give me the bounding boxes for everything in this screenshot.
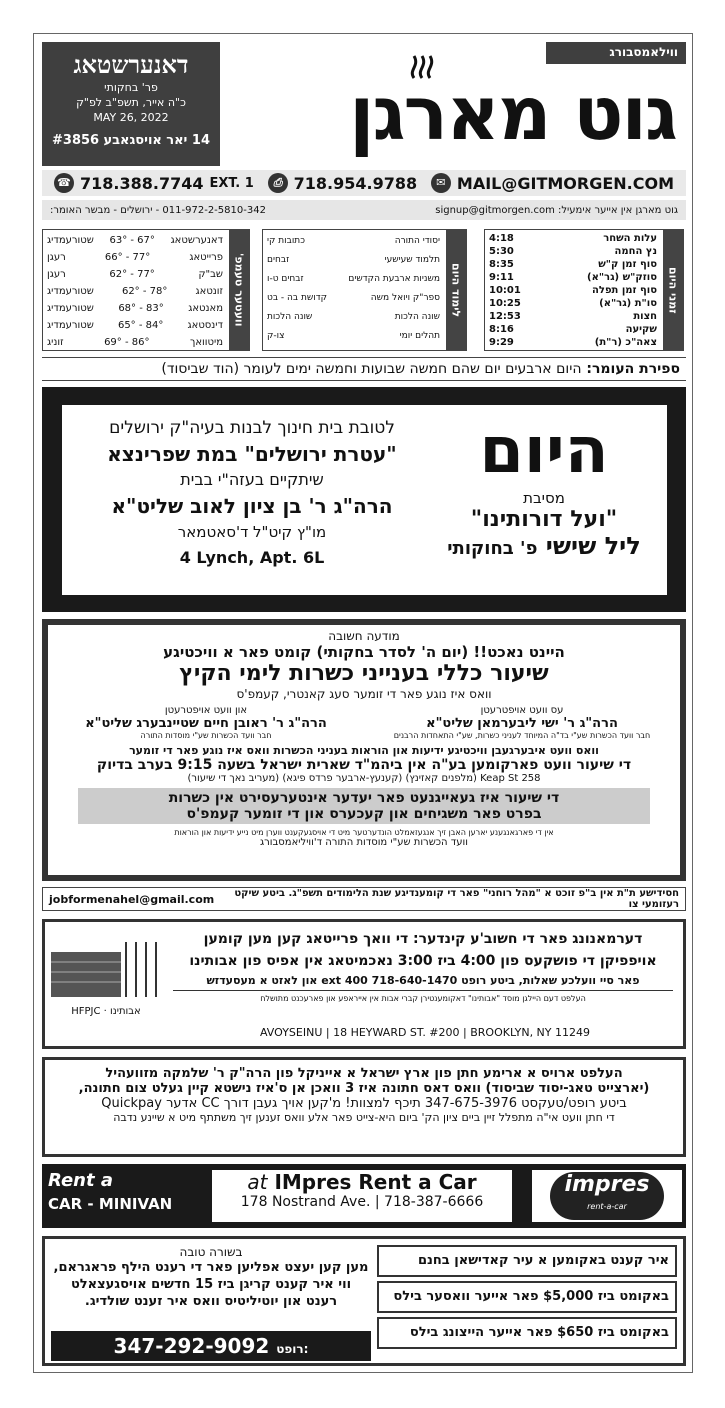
fax-icon: ⎙ [268, 173, 288, 193]
cell: שטורעמדיג [47, 303, 94, 314]
kashrus-shiur-ad [42, 619, 686, 881]
cell: 10:25 [489, 298, 521, 309]
benefit-heating: באקומט ביז $650 פאר אייער הייצונג בילס [377, 1317, 677, 1349]
cell: זבחים [267, 255, 290, 265]
avoyseinu-logo-text: HFPJC · אבותינו [71, 1006, 141, 1017]
chasan-fund-ad [42, 1057, 686, 1157]
weather-row [43, 317, 227, 334]
speakers [48, 705, 680, 740]
shiur-audience-box [78, 788, 650, 824]
benefit-line: לטובת בית חינוך לבנות בעיה"ק ירושלים [109, 418, 395, 438]
call-bar[interactable] [51, 1331, 371, 1361]
cell: שונה הלכות [394, 312, 440, 322]
cell: שב"ק [198, 269, 223, 280]
cell: 63° - 67° [109, 235, 155, 246]
weather-box [42, 229, 250, 351]
weather-row [43, 283, 227, 300]
cell: מאנטאג [188, 303, 223, 314]
cell: 68° - 83° [118, 303, 164, 314]
cell: 65° - 84° [117, 320, 164, 331]
zmanim-row [485, 258, 661, 271]
job-email[interactable]: jobformenahel@gmail.com [49, 892, 215, 906]
issue-label: אויסגאבע [103, 133, 162, 148]
cell: ספר"ק ויואל משה [370, 293, 440, 303]
cell: 5:30 [489, 246, 514, 257]
parsha: פר' בחקותי [104, 81, 158, 94]
avoyseinu-address: AVOYSEINU | 18 HEYWARD ST. #200 | BROOKLYN, NY 11249 [259, 1026, 590, 1039]
newspaper-title: גוט מארגן [349, 71, 676, 157]
phone-icon: ☎ [54, 173, 74, 193]
email-icon: ✉ [431, 173, 451, 193]
speaker-2: און וועט אויפטרעטן הרה"ג ר' ראובן חיים שטיינבערג שליט"א חבר וועד הכשרות שע"י מוסדות התורה [85, 705, 327, 740]
today-title: היום [479, 414, 609, 488]
audience-line-1: די שיעור איז געאייגנעט פאר יעדער אינטערעסירט אין כשרות [168, 790, 560, 806]
cell: 9:29 [489, 337, 514, 348]
zmanim-row [485, 284, 661, 297]
school-name: "עטרת ירושלים" במת שפרינצא [107, 442, 397, 466]
audience-line-2: בפרט פאר משגיחים און קעכערס און די זומער קעמפ'ס [186, 806, 542, 822]
fund-line-4: די חתן וועט אי"ה מתפלל זיין ביים ציון הק' ביום היא-צייט פאר אלע וואס זענען זיך משתתף מיט א שיינע נדבה [113, 1111, 615, 1124]
zmanim-row [485, 310, 661, 323]
cell: זונטאג [195, 286, 223, 297]
zmanim-row [485, 323, 661, 336]
contact-bar [42, 170, 686, 196]
notice-head: מודעה חשובה [328, 629, 400, 643]
fund-line-1: העלפט ארויס א ארימע חתן פון ארץ ישראל א אייניקל פון הרה"ק ר' שלמקה מזוועהיל [105, 1066, 623, 1081]
cell: שטורעמדיג [47, 286, 94, 297]
iyar-label: 14 יאר [166, 133, 210, 148]
hebrew-date: כ"ה אייר, תשפ"ב לפ"ק [76, 96, 186, 109]
shiur-sponsor: וועד הכשרות שע"י מוסדות התורה ד'וויליאמסבורג [260, 837, 468, 848]
host-title: מו"ץ קיט"ל ד'סאטמאר [177, 523, 327, 541]
cell: סוף זמן ק"ש [598, 259, 657, 270]
avoyseinu-ad [42, 919, 686, 1049]
job-ad-strip [42, 887, 686, 911]
english-date: MAY 26, 2022 [93, 111, 169, 124]
job-text: חסידישע ת"ת אין ב"פ זוכט א "מהל רוחני" פאר די קומענדיגע שנת הלימודים תשפ"ג. ביטע שיקט רעזומעי צו [234, 888, 679, 910]
event-ad [42, 387, 686, 612]
cell: סוזק"ש (גר"א) [587, 272, 657, 283]
cell: סו"ת (גר"א) [599, 298, 657, 309]
event-ad-inner [62, 405, 667, 595]
cell: חצות [633, 311, 657, 322]
call-label: רופט: [276, 1342, 309, 1356]
fund-line-2: (יארצייט טאג-יסוד שביסוד) וואס דאס חתונה איז 3 וואכן אן ס'איז נישטא קיין געלט צום חתונה, [78, 1081, 650, 1096]
avoyseinu-text: דערמאנונג פאר די חשוב'ע קינדער: די וואך פרייטאג קען מען קומען אויפפיקן די פושקעס פון 4:00 ביז 3:00 נאכמיטאג אין אפיס פון אבותינו פאר סיי וועלכע שאלות, ביטע רופט 718-640-1470 ext 400 און לאזט א מעסעדזש העלפט דעם היילגן מוסד "אבותינו" דאקומענטירן קברי אבות אין אייראפע און פארעכנט מתושלח [173, 928, 673, 1007]
cell: שקיעה [625, 324, 657, 335]
cell: מיטוואך [189, 337, 223, 348]
shiur-time: די שיעור וועט פארקומען בע"ה אין ביהמ"ד שארית ישראל בשעה 9:15 בערב בדיוק [96, 757, 632, 773]
cell: שטורעמדיג [47, 235, 94, 246]
sefira-label: ספירת העומר: [586, 361, 680, 377]
shiur-note: אין די פארגאנגענע יארען האבן זיך אנגעזאמלט הונדערטער מיט די אויסגעקענט ווערן מיט נייע ידיעות און הוראות [174, 828, 554, 837]
fund-line-3: ביטע רופט/טעקסט 347-675-3976 תיכף למצוות! מ'קען אויך געבן דורך CC אדער Quickpay [101, 1096, 627, 1111]
weather-row [43, 266, 227, 283]
cell: דאנערשטאג [170, 235, 223, 246]
shiur-subtitle: וואס איז נוגע פאר די זומער סעג קאנטרי, קעמפ'ס [236, 687, 492, 701]
impres-details: at IMpres Rent a Car 178 Nostrand Ave. | 718-387-6666 [212, 1170, 512, 1222]
cell: צאה"כ (ר"ת) [594, 337, 657, 348]
cell: 9:11 [489, 272, 514, 283]
rent-a-car-label: Rent a CAR - MINIVAN [48, 1170, 173, 1213]
cell: שטורעמדיג [47, 320, 94, 331]
sefira-line [42, 357, 686, 381]
rent-help-phone[interactable]: 347-292-9092 [113, 1334, 270, 1358]
limud-label: לימוד היום [446, 230, 466, 350]
zmanim-row [485, 336, 661, 349]
cell: תלמוד שעישעי [384, 255, 440, 265]
cell: 8:35 [489, 259, 514, 270]
fax-contact[interactable]: ⎙ 718.954.9788 [268, 173, 417, 193]
shiur-intro: היינט נאכט!! (יום ה' לסדר בחקותי) קומט פאר א וויכטיגע [163, 643, 565, 661]
cell: משניות ארבעת הקדשים [348, 274, 440, 284]
day-name: דאנערשטאג [73, 50, 189, 79]
zmanim-row [485, 245, 661, 258]
cell: 62° - 77° [109, 269, 155, 280]
cell: קדושת בה - בט [267, 293, 327, 303]
cell: 8:16 [489, 324, 514, 335]
limud-box [262, 229, 467, 351]
impres-logo: impres rent-a-car [532, 1170, 682, 1222]
cell: 62° - 78° [121, 286, 168, 297]
shiur-location: Keap St 258 (מלפנים קאזינץ) (קענעץ-ארבער פרדס פיגא) (מעריב נאך די שיעור) [187, 773, 541, 784]
benefit-water: באקומט ביז $5,000 פאר אייער וואסער בילס [377, 1281, 677, 1313]
masthead-logo [226, 42, 686, 166]
cell: צו-ק [267, 331, 285, 341]
steam-icon [406, 46, 436, 80]
sub-contact-bar [42, 200, 686, 220]
limud-row [263, 289, 444, 308]
event-address: 4 Lynch, Apt. 6L [179, 548, 325, 567]
weather-row [43, 334, 227, 351]
cell: עלות השחר [603, 233, 657, 244]
cell: סוף זמן תפלה [592, 285, 657, 296]
limud-row [263, 232, 444, 251]
cell: יסודי התורה [394, 236, 440, 246]
issue-number: #3856 [52, 133, 100, 148]
cell: כתובות קי [267, 236, 305, 246]
cell: נץ החמה [614, 246, 657, 257]
cell: זבחים ט-ו [267, 274, 304, 284]
zmanim-row [485, 232, 661, 245]
cell: זוניג [47, 337, 64, 348]
shiur-topic: וואס וועט איבערגעבן וויכטיגע ידיעות און הוראות בעניני הכשרות וואס איז נוגע פאר די זומער [129, 744, 599, 757]
rent-help-text: בשורה טובה מען קען יעצט אפליען פאר די רענט הילף פראגראם, ווי איר קענט קריגן ביז 15 חדשים אויסגעצאלט רענט און יוטיליטיס וואס איר זענט שולדיג. [51, 1245, 371, 1310]
cell: רעגן [47, 252, 66, 263]
rent-help-ad [42, 1236, 686, 1366]
sefira-text: היום ארבעים יום שהם חמשה שבועות וחמשה ימים לעומר (הוד שביסוד) [161, 361, 582, 377]
speaker-1: עס וועט אויפטרעטן הרה"ג ר' ישי ליבערמאן שליט"א חבר וועד הכשרות שע"י בד"ה המיוחד לעניני כשרות, שע"י התאחדות הרבנים [393, 705, 651, 740]
shiur-title: שיעור כללי בענייני כשרות לימי הקיץ [179, 661, 549, 686]
cell: 10:01 [489, 285, 521, 296]
limud-row [263, 308, 444, 327]
benefit-boxes [377, 1245, 677, 1349]
signup-email[interactable]: גוט מארגן אין אייער אימעיל: signup@gitmorgen.com [435, 204, 678, 216]
host-name: הרה"ג ר' בן ציון לאוב שליט"א [111, 494, 393, 518]
limud-row [263, 270, 444, 289]
masthead-date-box [42, 42, 220, 166]
event-name: "ועל דורותינו" [470, 507, 618, 532]
event-night: ליל שישי פ' בחוקותי [447, 532, 641, 560]
newspaper-page [33, 33, 693, 1373]
benefit-ac: איר קענט באקומען א עיר קאדישאן בחנם [377, 1245, 677, 1277]
zmanim-box [484, 229, 684, 351]
weather-label: וועטער טעמפ' [229, 230, 249, 350]
issue-line [52, 133, 210, 148]
cell: פרייטאג [189, 252, 223, 263]
cell: 4:18 [489, 233, 514, 244]
email-contact[interactable]: ✉ MAIL@GITMORGEN.COM [431, 173, 674, 193]
zmanim-label: זמני היום [663, 230, 683, 350]
event-ad-details [72, 415, 432, 571]
event-ad-headline [429, 413, 659, 560]
phone-contact[interactable]: ☎ 718.388.7744 EXT. 1 [54, 173, 254, 193]
host-line: שיתקיים בעזה"י בבית [180, 470, 324, 489]
weather-row [43, 232, 227, 249]
limud-row [263, 251, 444, 270]
cell: 66° - 77° [104, 252, 151, 263]
cell: דינסטאג [187, 320, 223, 331]
cell: 69° - 86° [104, 337, 150, 348]
limud-row [263, 327, 444, 346]
mesiba-label: מסיבת [523, 489, 565, 507]
wall-gate-icon [51, 932, 161, 1022]
good-news-head: בשורה טובה [179, 1245, 243, 1259]
cell: 12:53 [489, 311, 521, 322]
cell: תהלים יומי [399, 331, 440, 341]
impres-rent-a-car-ad [42, 1164, 686, 1228]
zmanim-row [485, 271, 661, 284]
israel-phone: 011-972-2-5810-342 - ירושלים - מבשר האומר: [50, 204, 266, 216]
zmanim-row [485, 297, 661, 310]
weather-row [43, 249, 227, 266]
edition-tag: ווילאמסבורג [546, 42, 686, 64]
cell: שונה הלכות [267, 312, 313, 322]
cell: רעגן [47, 269, 66, 280]
weather-row [43, 300, 227, 317]
